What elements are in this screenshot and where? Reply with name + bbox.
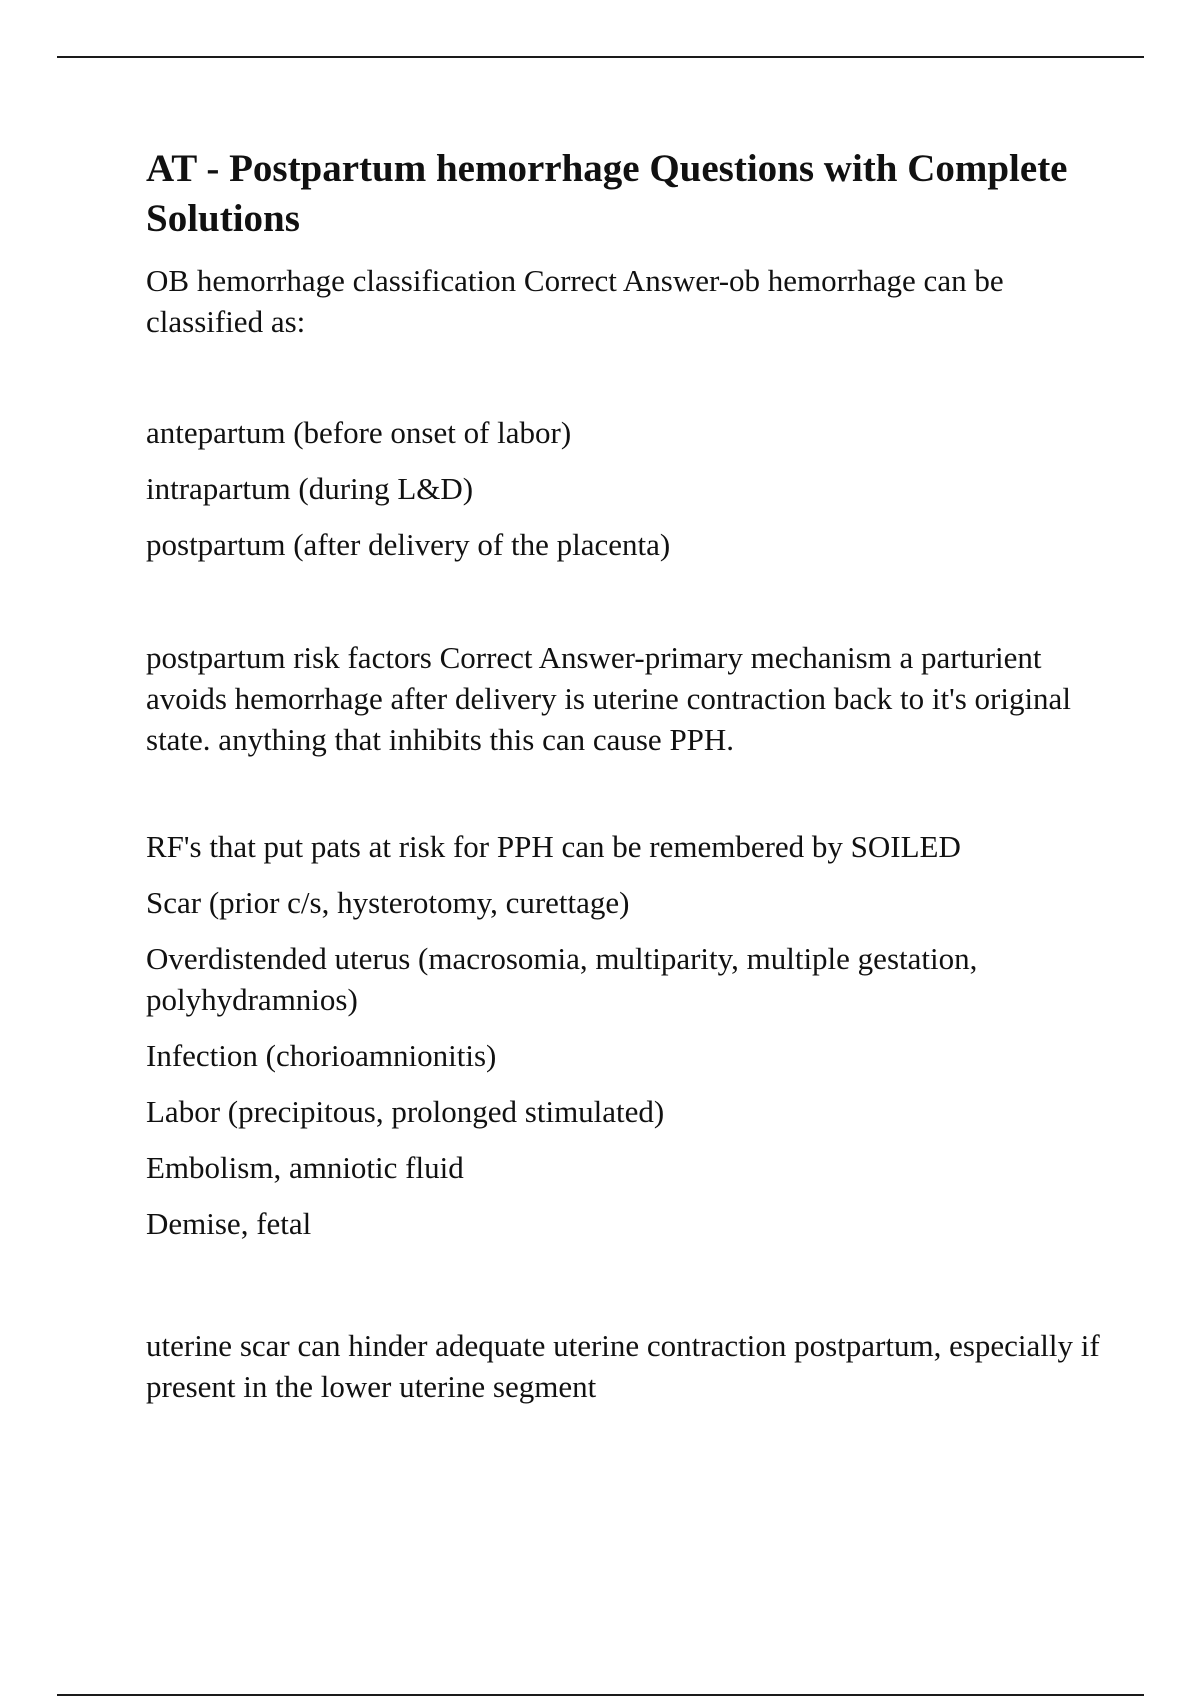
list-item: Demise, fetal — [146, 1206, 312, 1241]
list-item: Labor (precipitous, prolonged stimulated) — [146, 1094, 665, 1129]
list-item: intrapartum (during L&D) — [146, 471, 474, 506]
qa-classification — [146, 260, 1106, 342]
list-item: antepartum (before onset of labor) — [146, 415, 572, 450]
list-item: Scar (prior c/s, hysterotomy, curettage) — [146, 885, 630, 920]
question-answer-text: postpartum risk factors Correct Answer-primary mechanism a parturient avoids hemorrhage after delivery is uterine contraction back to it's original state. anything that inhibits this can cause PPH. — [146, 640, 1071, 757]
list-item: postpartum (after delivery of the placenta) — [146, 527, 671, 562]
list-item: RF's that put pats at risk for PPH can be remembered by SOILED — [146, 829, 961, 864]
list-item: Embolism, amniotic fluid — [146, 1150, 464, 1185]
paragraph: uterine scar can hinder adequate uterine contraction postpartum, especially if present in the lower uterine segment — [146, 1328, 1100, 1404]
footer-rule — [57, 1694, 1144, 1696]
list-item: Infection (chorioamnionitis) — [146, 1038, 497, 1073]
spacer — [146, 1259, 1106, 1325]
spacer — [146, 580, 1106, 637]
qa-risk-factors — [146, 637, 1106, 760]
document-body — [146, 144, 1106, 1407]
soiled-list — [146, 826, 1106, 1244]
classification-list — [146, 412, 1106, 565]
header-rule — [57, 56, 1144, 58]
list-item: Overdistended uterus (macrosomia, multiparity, multiple gestation, polyhydramnios) — [146, 941, 978, 1017]
document-title: AT - Postpartum hemorrhage Questions with Complete Solutions — [146, 147, 1068, 240]
question-answer-text: OB hemorrhage classification Correct Answer-ob hemorrhage can be classified as: — [146, 263, 1004, 339]
spacer — [146, 342, 1106, 412]
spacer — [146, 760, 1106, 826]
